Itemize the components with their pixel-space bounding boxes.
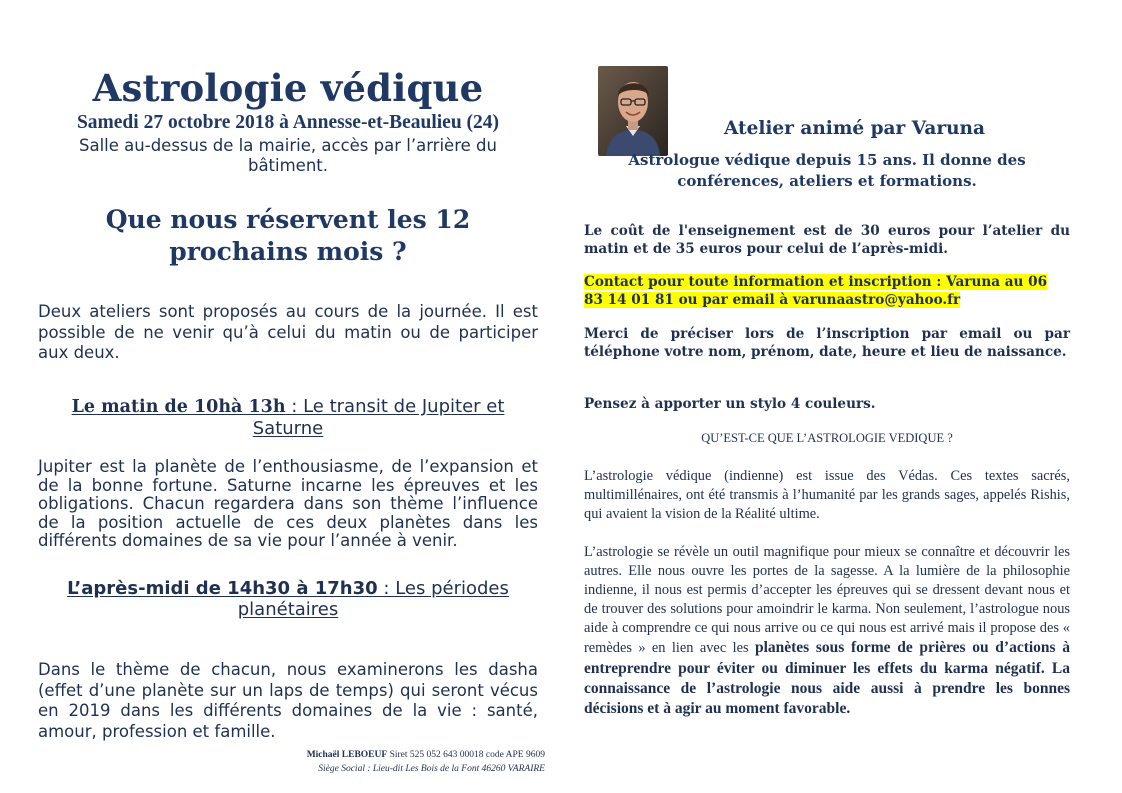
event-venue: Salle au-dessus de la mairie, accès par l’arrière du bâtiment.: [79, 136, 497, 175]
morning-session-topic: Le transit de Jupiter et Saturne: [252, 396, 505, 439]
details-paragraph: Merci de préciser lors de l’inscription par email ou par téléphone votre nom, prénom, date, heure et lieu de naissance.: [584, 326, 1070, 360]
afternoon-session-heading: [38, 578, 538, 620]
footer-legal: Siret 525 052 643 00018 code APE 9609: [387, 750, 545, 760]
portrait-image: [598, 66, 668, 156]
morning-session-heading: [38, 396, 538, 439]
vedic-astrology-paragraph-1: L’astrologie védique (indienne) est issue des Védas. Ces textes sacrés, multimillénaires, ont été transmis à l’humanité par les grands sages, appelés Rishis, qui avaient la vision de la Réalité ultime.: [584, 468, 1070, 523]
footer-address: Siège Social : Lieu-dit Les Bois de la Font 46260 VARAIRE: [318, 764, 545, 774]
page-title: Astrologie védique: [92, 66, 484, 110]
legal-footer: [38, 748, 545, 776]
intro-paragraph: Deux ateliers sont proposés au cours de la journée. Il est possible de ne venir qu’à celui du matin ou de participer aux deux.: [38, 302, 538, 362]
afternoon-session-topic: Les périodes planétaires: [237, 578, 509, 620]
main-question: Que nous réservent les 12 prochains mois ?: [105, 205, 471, 266]
afternoon-session-sep: :: [377, 578, 390, 599]
morning-session-time: Le matin de 10hà 13h: [71, 397, 286, 417]
portrait-photo: [598, 66, 668, 156]
footer-name: Michaël LEBOEUF: [306, 750, 388, 760]
animator-title: Atelier animé par Varuna: [724, 118, 985, 139]
morning-session-text: Jupiter est la planète de l’enthousiasme, de l’expansion et de la bonne fortune. Saturne incarne les épreuves et les obligations. Chacun regardera dans son thème l’influence de la position actuelle de ces deux planètes dans les différents domaines de sa vie pour l’année à venir.: [38, 457, 538, 551]
section-title: QU’EST-CE QUE L’ASTROLOGIE VEDIQUE ?: [701, 431, 953, 445]
contact-paragraph: [584, 274, 1070, 309]
event-date-place: Samedi 27 octobre 2018 à Annesse-et-Beaulieu (24): [76, 112, 500, 133]
paragraph-2-part-b: planètes sous forme de prières ou d’actions à entreprendre pour éviter ou diminuer les effets du karma négatif. La connaissance de l’astrologie nous aide aussi à prendre les bonnes décisions et à agir au moment favorable.: [584, 639, 1070, 717]
contact-highlight: Contact pour toute information et inscription : Varuna au 06 83 14 01 81 ou par email à varunaastro@yahoo.fr: [584, 274, 1048, 308]
vedic-astrology-paragraph-2: [584, 543, 1070, 719]
animator-description: Astrologue védique depuis 15 ans. Il donne des conférences, ateliers et formations.: [628, 151, 1026, 190]
afternoon-session-text: Dans le thème de chacun, nous examinerons les dasha (effet d’une planète sur un laps de temps) qui seront vécus en 2019 dans les différents domaines de la vie : santé, amour, profession et famille.: [38, 660, 538, 741]
paragraph-2-part-a: L’astrologie se révèle un outil magnifique pour mieux se connaître et découvrir les autres. Elle nous ouvre les portes de la sagesse. A la lumière de la philosophie indienne, il nous est permis d’accepter les épreuves qui se dressent devant nous et de trouver des solutions pour amoindrir le karma. Non seulement, l’astrologue nous aide à comprendre ce qui nous arrive ou ce qui nous est arrivé mais il propose des « remèdes » en lien avec les: [584, 544, 1070, 657]
pen-reminder: Pensez à apporter un stylo 4 couleurs.: [584, 396, 876, 412]
afternoon-session-time: L’après-midi de 14h30 à 17h30: [67, 578, 378, 599]
price-paragraph: Le coût de l'enseignement est de 30 euros pour l’atelier du matin et de 35 euros pour celui de l’après-midi.: [584, 223, 1070, 257]
morning-session-sep: :: [285, 396, 298, 417]
